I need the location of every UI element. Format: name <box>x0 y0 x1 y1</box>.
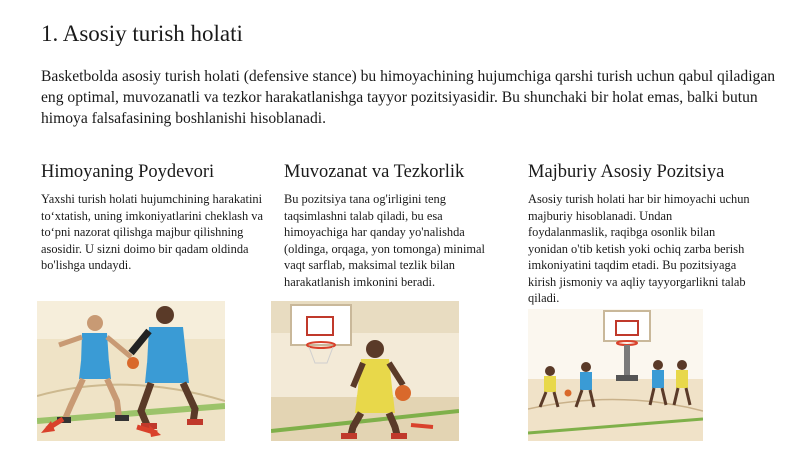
defense-stance-illustration <box>37 301 225 441</box>
column-text: Yaxshi turish holati hujumchining harakatini to‘xtatish, uning imkoniyatlarini cheklash va to‘pni nazorat qilishga majbur qilishning asosidir. U sizni doimo bir qadam oldinda bo'lishga undaydi. <box>41 192 263 272</box>
mandatory-position-illustration <box>528 309 703 441</box>
column-foundation <box>41 160 263 274</box>
page-title: 1. Asosiy turish holati <box>41 21 243 46</box>
intro-paragraph: Basketbolda asosiy turish holati (defensive stance) bu himoyachining hujumchiga qarshi turish uchun qabul qiladigan eng optimal, muvozanatli va tezkor harakatlanishga tayyor pozitsiyasidir. Bu shunchaki bir holat emas, balki butun himoya falsafasining boshlanishi hisoblanadi. <box>41 68 776 127</box>
column-text: Asosiy turish holati har bir himoyachi uchun majburiy hisoblanadi. Undan foydalanmaslik, raqibga osonlik bilan yonidan o'tib ketish yoki ochiq zarba berish imkoniyatini taqdim etadi. Bu pozitsiyaga kirish jismoniy va aqliy tayyorgarlikni talab qiladi. <box>528 192 750 305</box>
column-heading: Muvozanat va Tezkorlik <box>284 162 465 182</box>
column-text: Bu pozitsiya tana og'irligini teng taqsimlashni talab qiladi, bu esa himoyachiga har qanday yo'nalishda (oldinga, orqaga, yon tomonga) minimal vaqt sarflab, maksimal tezlik bilan harakatlanish imkonini beradi. <box>284 192 485 289</box>
column-mandatory <box>528 160 750 307</box>
column-heading: Majburiy Asosiy Pozitsiya <box>528 162 725 182</box>
column-heading: Himoyaning Poydevori <box>41 162 215 182</box>
column-balance <box>284 160 506 290</box>
balance-agility-illustration <box>271 301 459 441</box>
